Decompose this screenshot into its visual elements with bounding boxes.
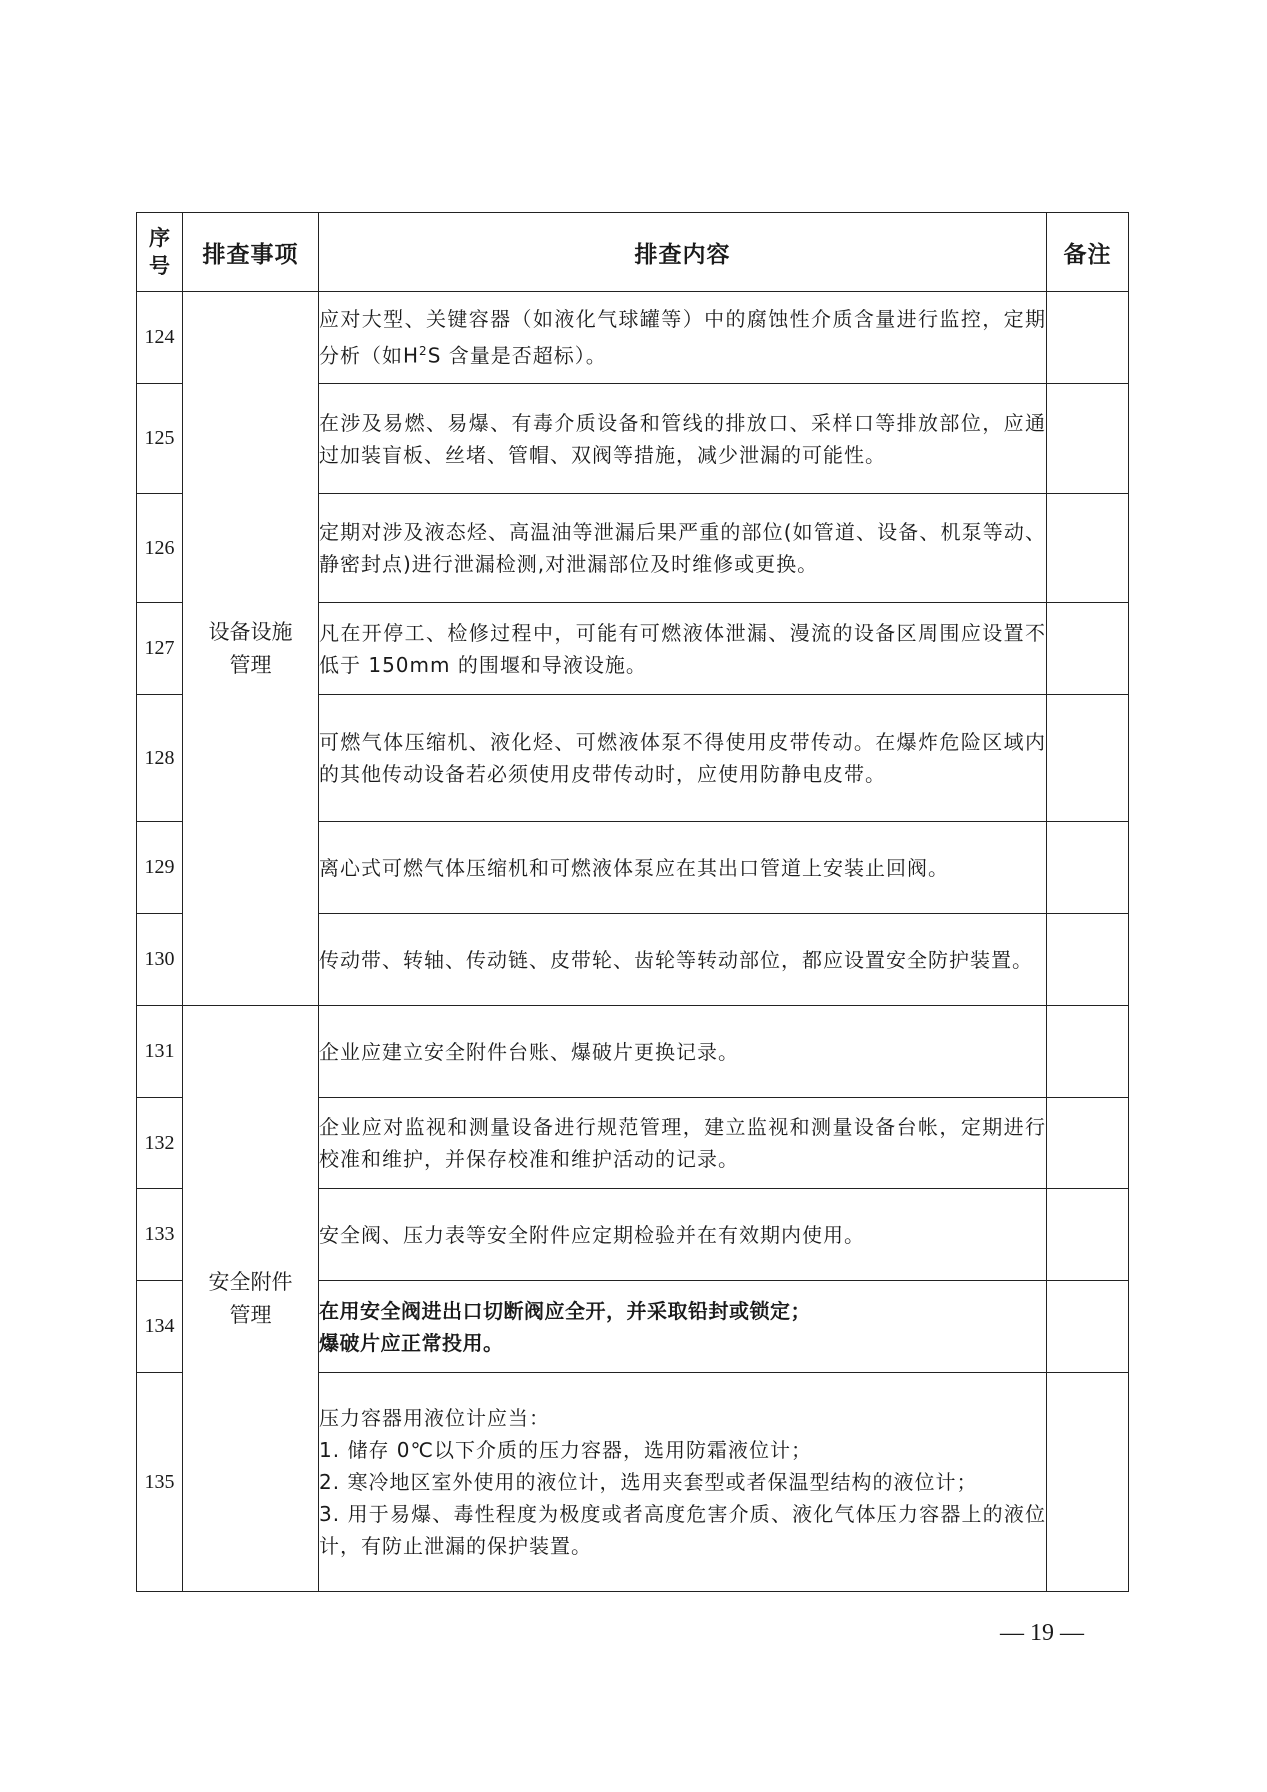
row-seq: 128	[137, 695, 183, 822]
row-seq: 133	[137, 1189, 183, 1281]
category-cell: 设备设施 管理	[183, 292, 319, 1006]
row-content: 在涉及易燃、易爆、有毒介质设备和管线的排放口、采样口等排放部位，应通过加装盲板、丝堵、管帽、双阀等措施，减少泄漏的可能性。	[319, 384, 1047, 494]
row-note	[1047, 1189, 1129, 1281]
row-content: 安全阀、压力表等安全附件应定期检验并在有效期内使用。	[319, 1189, 1047, 1281]
row-content: 定期对涉及液态烃、高温油等泄漏后果严重的部位(如管道、设备、机泵等动、静密封点)进行泄漏检测,对泄漏部位及时维修或更换。	[319, 494, 1047, 603]
header-content: 排查内容	[319, 213, 1047, 292]
row-seq: 135	[137, 1373, 183, 1592]
row-note	[1047, 603, 1129, 695]
row-seq: 127	[137, 603, 183, 695]
row-content: 凡在开停工、检修过程中，可能有可燃液体泄漏、漫流的设备区周围应设置不低于 150mm 的围堰和导液设施。	[319, 603, 1047, 695]
row-content: 传动带、转轴、传动链、皮带轮、齿轮等转动部位，都应设置安全防护装置。	[319, 914, 1047, 1006]
row-content: 企业应建立安全附件台账、爆破片更换记录。	[319, 1006, 1047, 1098]
row-seq: 125	[137, 384, 183, 494]
table-row	[137, 292, 1129, 384]
category-cell: 安全附件 管理	[183, 1006, 319, 1592]
row-seq: 131	[137, 1006, 183, 1098]
row-note	[1047, 384, 1129, 494]
inspection-table	[136, 212, 1129, 1592]
header-note: 备注	[1047, 213, 1129, 292]
row-note	[1047, 1006, 1129, 1098]
row-content: 在用安全阀进出口切断阀应全开，并采取铅封或锁定； 爆破片应正常投用。	[319, 1281, 1047, 1373]
row-seq: 126	[137, 494, 183, 603]
row-content: 压力容器用液位计应当： 1. 储存 0℃以下介质的压力容器，选用防霜液位计； 2. 寒冷地区室外使用的液位计，选用夹套型或者保温型结构的液位计； 3. 用于易爆、毒性程度为极度或者高度危害介质、液化气体压力容器上的液位计，有防止泄漏的保护装置。	[319, 1373, 1047, 1592]
row-content: 离心式可燃气体压缩机和可燃液体泵应在其出口管道上安装止回阀。	[319, 822, 1047, 914]
header-seq: 序 号	[137, 213, 183, 292]
row-seq: 124	[137, 292, 183, 384]
row-note	[1047, 292, 1129, 384]
page-number: — 19 —	[1000, 1620, 1084, 1646]
row-note	[1047, 1373, 1129, 1592]
row-content: 企业应对监视和测量设备进行规范管理，建立监视和测量设备台帐，定期进行校准和维护，并保存校准和维护活动的记录。	[319, 1098, 1047, 1189]
row-note	[1047, 695, 1129, 822]
row-note	[1047, 1098, 1129, 1189]
row-note	[1047, 494, 1129, 603]
row-seq: 134	[137, 1281, 183, 1373]
header-category: 排查事项	[183, 213, 319, 292]
row-note	[1047, 822, 1129, 914]
row-content: 应对大型、关键容器（如液化气球罐等）中的腐蚀性介质含量进行监控，定期分析（如$H^2S$ 含量是否超标）。	[319, 292, 1047, 384]
row-note	[1047, 914, 1129, 1006]
row-content: 可燃气体压缩机、液化烃、可燃液体泵不得使用皮带传动。在爆炸危险区域内的其他传动设备若必须使用皮带传动时，应使用防静电皮带。	[319, 695, 1047, 822]
row-seq: 130	[137, 914, 183, 1006]
row-seq: 129	[137, 822, 183, 914]
row-seq: 132	[137, 1098, 183, 1189]
table-row	[137, 1006, 1129, 1098]
table-header-row	[137, 213, 1129, 292]
row-note	[1047, 1281, 1129, 1373]
